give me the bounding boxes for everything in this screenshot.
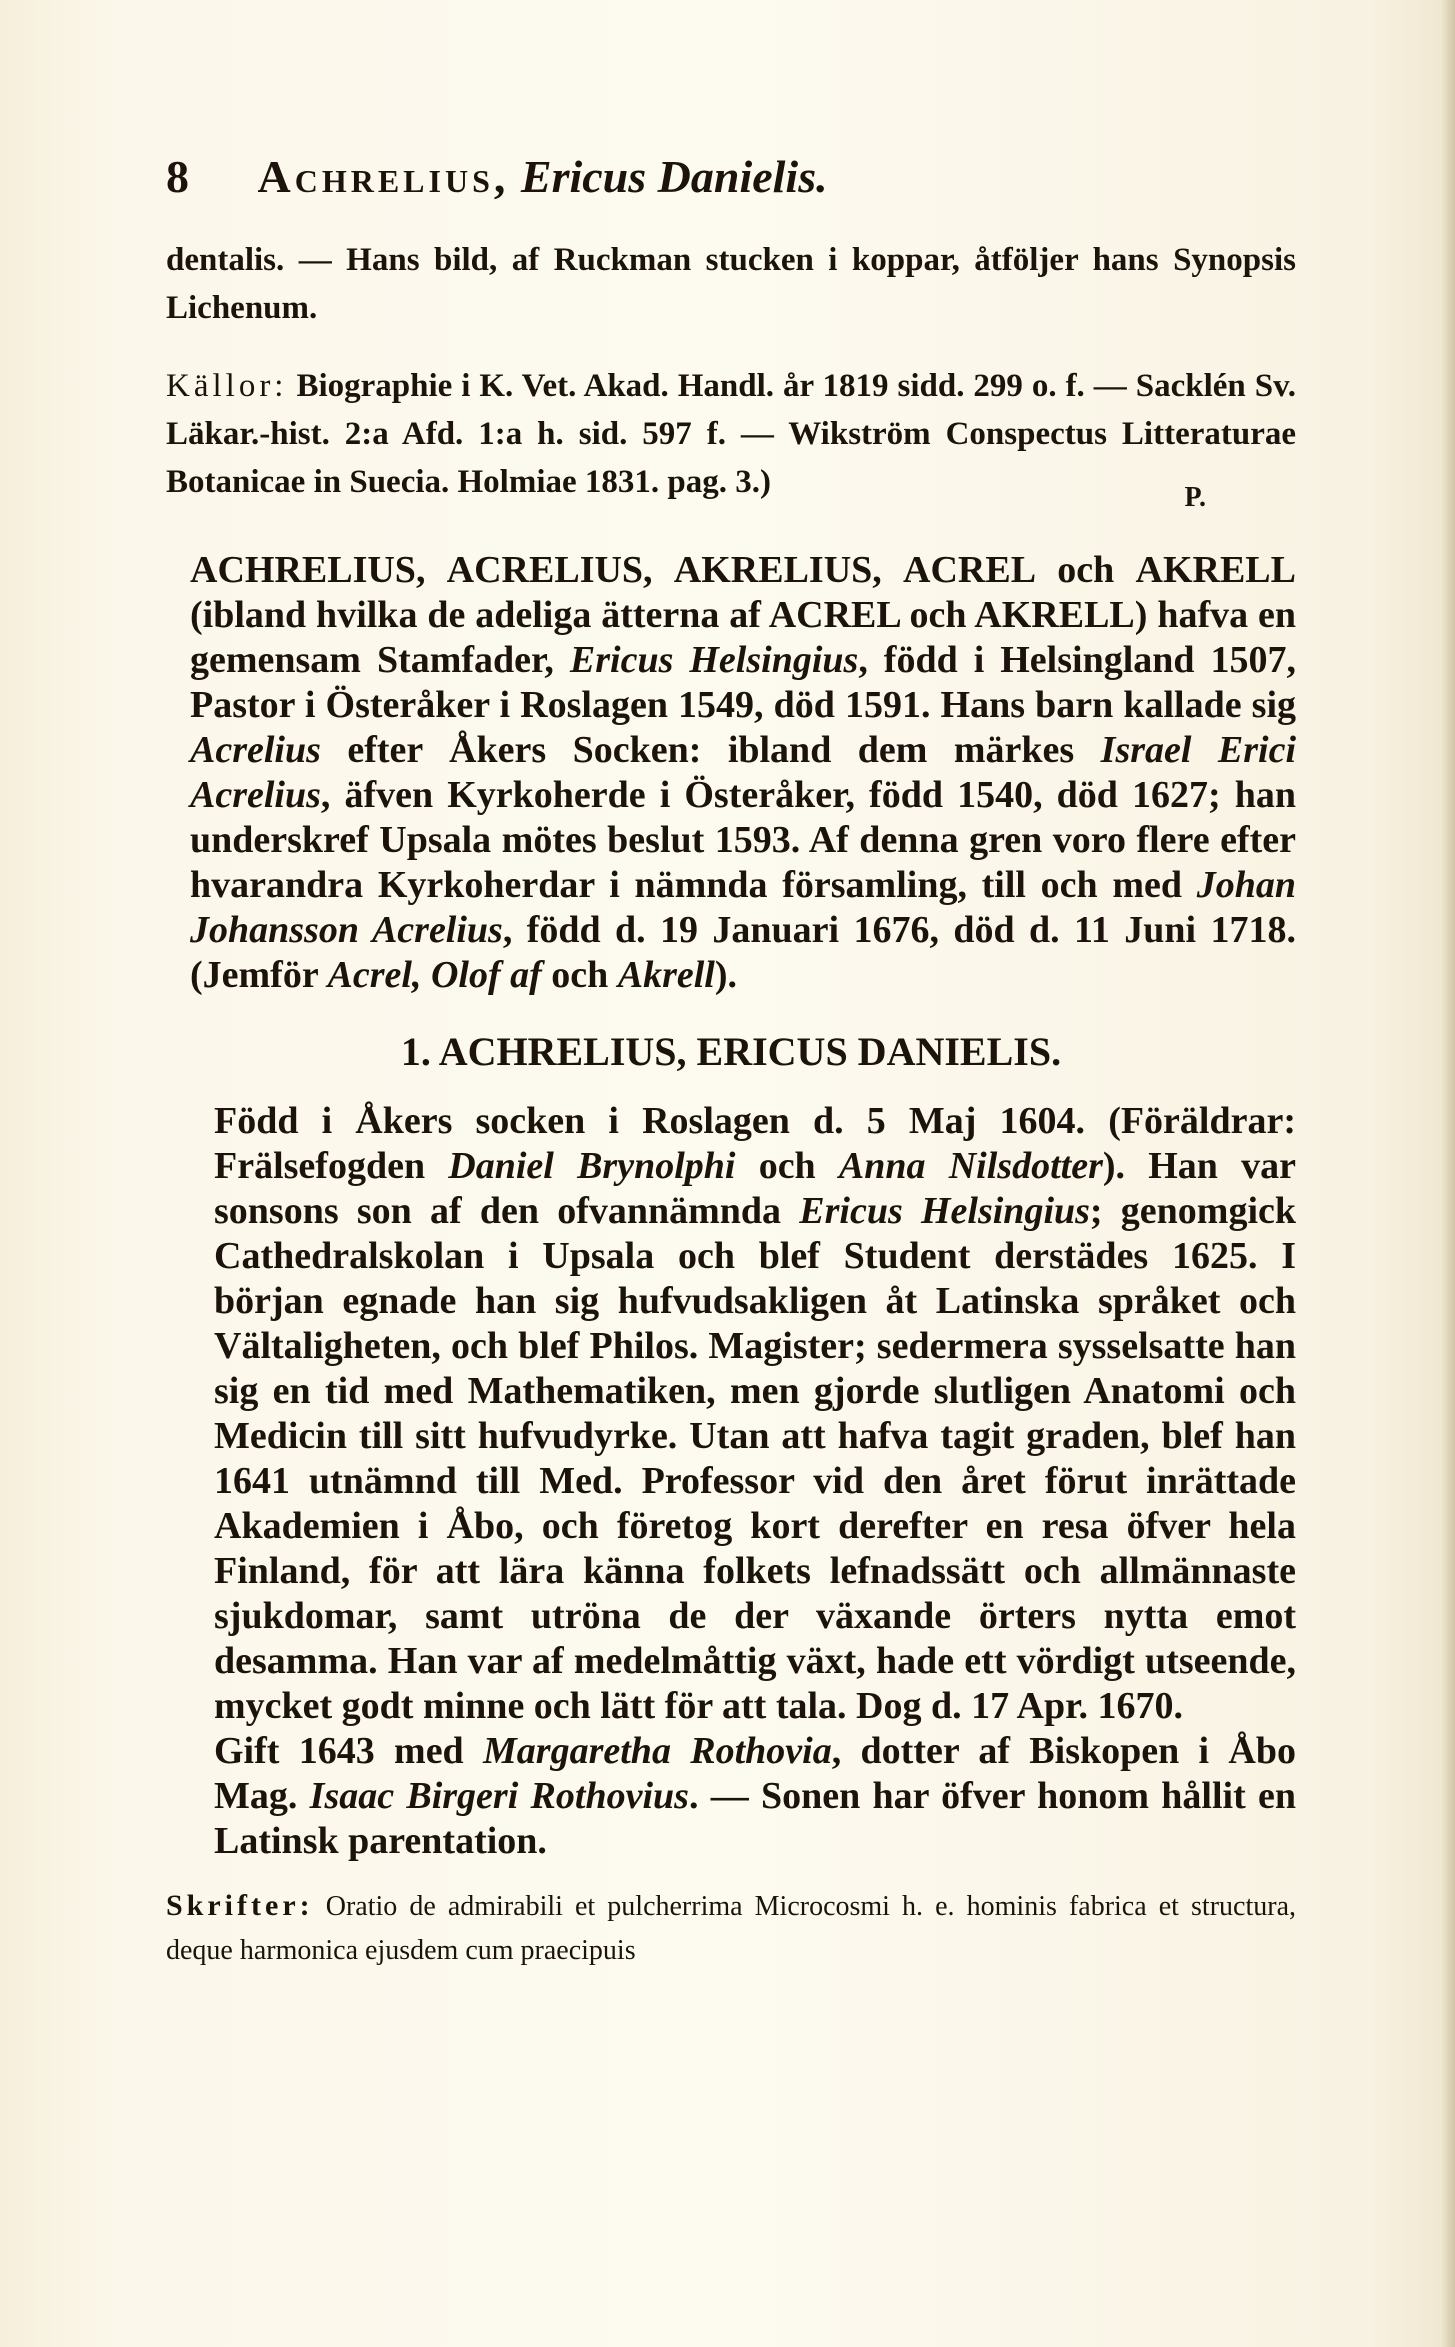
family-entry-text-3: , äfven Kyrkoherde i Österåker, född 1540, död 1627; han underskref Upsala mötes beslut 1593. Af denna gren voro flere efter hvarandra Kyrkoherdar i nämnda församling, till och med bbox=[190, 774, 1296, 906]
page-body bbox=[166, 236, 1296, 1973]
writings-label: Skrifter: bbox=[166, 1889, 314, 1922]
marriage-paragraph bbox=[166, 1729, 1296, 1864]
page-edge-shadow bbox=[1441, 0, 1455, 2347]
family-entry-name-3: Israel Erici Acrelius bbox=[190, 729, 1297, 816]
family-entry-name-5: Acrel, Olof af bbox=[327, 954, 542, 996]
family-entry-text-4: , född d. 19 Januari 1676, död d. 11 Juni 1718. (Jemför bbox=[190, 909, 1296, 996]
writings-note bbox=[166, 1884, 1296, 1973]
running-title-name: Achrelius, bbox=[257, 151, 510, 202]
bio-text-4: ; genomgick Cathedralskolan i Upsala och blef Student derstädes 1625. I början egnade han sig hufvudsakligen åt Latinska språket och Vältaligheten, och blef Philos. Magister; sedermera sysselsatte han sig en tid med Mathematiken, men gjorde slutligen Anatomi och Medicin till sitt hufvudyrke. Utan att hafva tagit graden, blef han 1641 utnämnd till Med. Professor vid den året förut inrättade Akademien i Åbo, och företog kort derefter en resa öfver hela Finland, för att lära känna folkets lefnadssätt och allmännaste sjukdomar, samt utröna de der växande örters nytta emot desamma. Han var af medelmåttig växt, hade ett vördigt utseende, mycket godt minne och lätt för att tala. Dog d. 17 Apr. 1670. bbox=[214, 1190, 1297, 1727]
author-signature: P. bbox=[1184, 482, 1206, 513]
marriage-text-1: Gift 1643 med bbox=[214, 1730, 464, 1772]
sources-text: Biographie i K. Vet. Akad. Handl. år 1819 sidd. 299 o. f. — Sacklén Sv. Läkar.-hist. 2:a Afd. 1:a h. sid. 597 f. — Wikström Conspectus Litteraturae Botanicae in Suecia. Holmiae 1831. pag. 3.) bbox=[166, 368, 1296, 500]
family-entry-text-2: efter Åkers Socken: ibland dem märkes bbox=[347, 729, 1075, 771]
running-header bbox=[166, 150, 1296, 203]
biography-paragraph bbox=[166, 1099, 1296, 1729]
bishop-name: Isaac Birgeri Rothovius bbox=[309, 1775, 689, 1817]
running-title-given-name: Ericus Danielis. bbox=[520, 151, 828, 202]
bio-ancestor-name: Ericus Helsingius bbox=[799, 1190, 1090, 1232]
paragraph-continuation: dentalis. — Hans bild, af Ruckman stucken i koppar, åtföljer hans Synopsis Lichenum. bbox=[166, 242, 1296, 326]
marriage-text-3: . — Sonen har öfver honom hållit en Latinsk parentation. bbox=[214, 1775, 1297, 1862]
bio-text-3: ). Han var sonsons son af den ofvannämnda bbox=[214, 1145, 1297, 1232]
family-entry-name-1: Ericus Helsingius bbox=[569, 639, 859, 681]
bio-mother-name: Anna Nilsdotter bbox=[838, 1145, 1103, 1187]
family-entry-name-6: Akrell bbox=[617, 954, 715, 996]
bio-text-2: och bbox=[758, 1145, 816, 1187]
section-heading: 1. ACHRELIUS, ERICUS DANIELIS. bbox=[400, 1029, 1062, 1074]
family-entry-text-6: ). bbox=[714, 954, 738, 996]
family-entry-lead: ACHRELIUS, ACRELIUS, AKRELIUS, ACREL och AKRELL (ibland hvilka de adeliga ätterna af ACREL och AKRELL) hafva en gemensam Stamfader, bbox=[190, 549, 1296, 681]
bio-text-1: Född i Åkers socken i Roslagen d. 5 Maj 1604. (Föräldrar: Frälsefogden bbox=[214, 1100, 1296, 1187]
family-entry-text-1: , född i Helsingland 1507, Pastor i Österåker i Roslagen 1549, död 1591. Hans barn kallade sig bbox=[190, 639, 1297, 726]
sources-label: Källor: bbox=[166, 368, 288, 404]
family-entry bbox=[166, 548, 1296, 998]
bio-father-name: Daniel Brynolphi bbox=[448, 1145, 736, 1187]
page-number: 8 bbox=[166, 151, 189, 202]
marriage-text-2: , dotter af Biskopen i Åbo Mag. bbox=[214, 1730, 1296, 1817]
family-entry-text-5: och bbox=[551, 954, 609, 996]
spouse-name: Margaretha Rothovia bbox=[483, 1730, 832, 1772]
family-entry-name-2: Acrelius bbox=[190, 729, 321, 771]
family-entry-name-4: Johan Johansson Acrelius bbox=[190, 864, 1297, 951]
writings-text: Oratio de admirabili et pulcherrima Microcosmi h. e. hominis fabrica et structura, deque harmonica ejusdem cum praecipuis bbox=[166, 1891, 1296, 1966]
